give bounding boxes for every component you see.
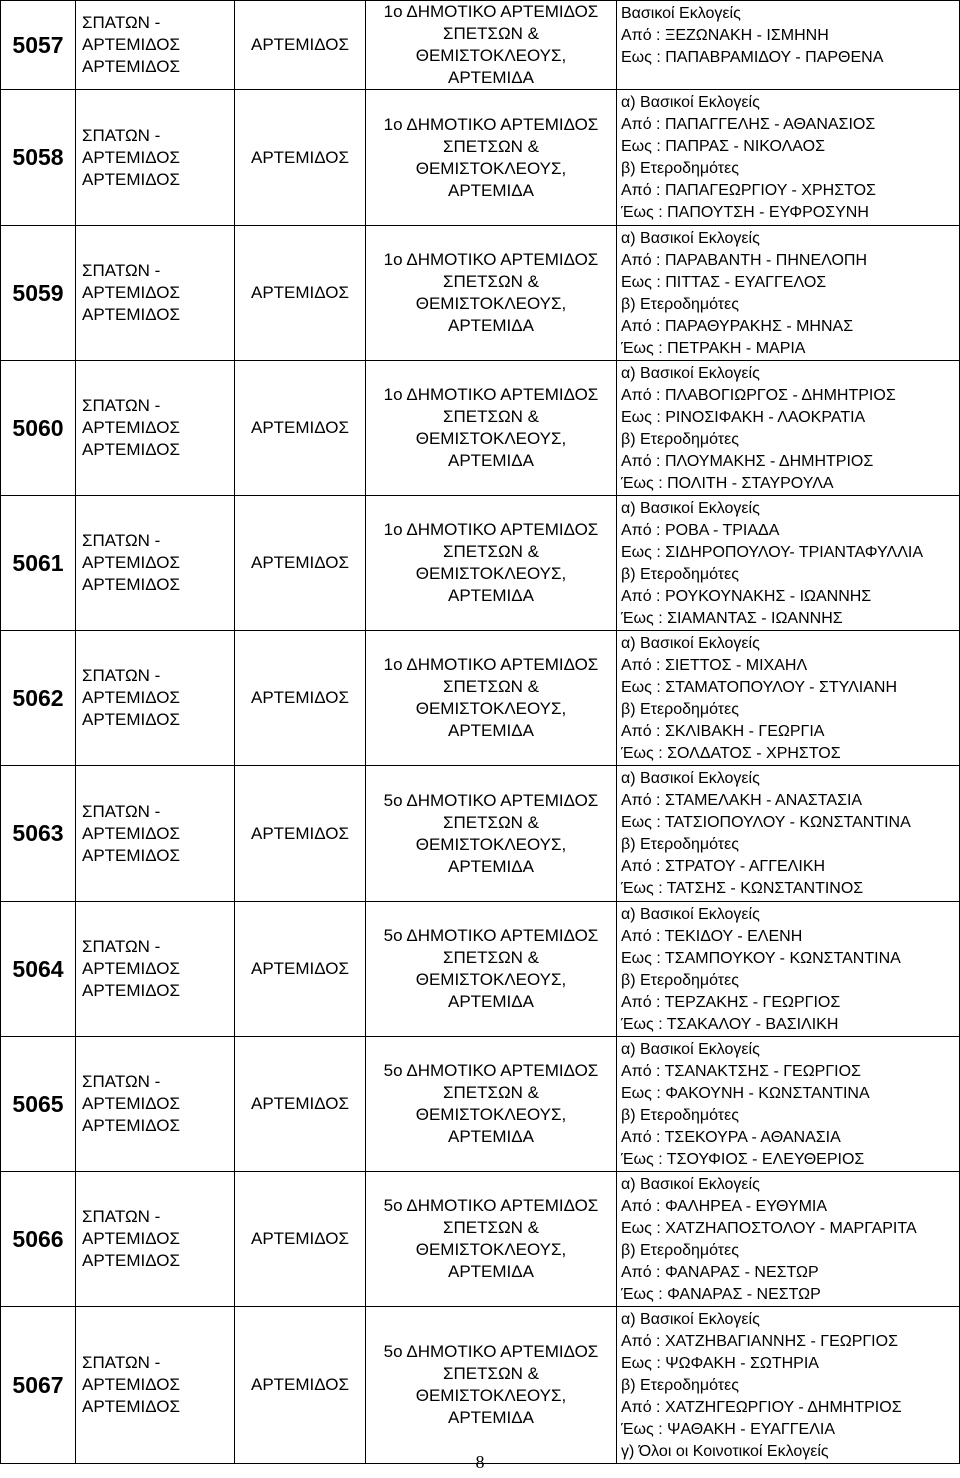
municipality-cell: [76, 1, 235, 90]
voter-range-line: Έως : ΣΙΑΜΑΝΤΑΣ - ΙΩΑΝΝΗΣ: [621, 610, 843, 627]
municipality-cell: [76, 1172, 235, 1307]
voter-range-line: Εως : ΧΑΤΖΗΑΠΟΣΤΟΛΟΥ - ΜΑΡΓΑΡΙΤΑ: [621, 1220, 917, 1237]
voter-range-line: Από : ΤΕΡΖΑΚΗΣ - ΓΕΩΡΓΙΟΣ: [621, 994, 841, 1011]
station-number: 5066: [1, 1172, 76, 1307]
voter-range-cell: [617, 631, 960, 766]
municipality-line: ΑΡΤΕΜΙΔΟΣ: [82, 688, 181, 707]
voter-range-line: Έως : ΠΑΠΟΥΤΣΗ - ΕΥΦΡΟΣΥΝΗ: [621, 204, 869, 221]
voter-range-cell: [617, 90, 960, 226]
school-line: 1ο ΔΗΜΟΤΙΚΟ ΑΡΤΕΜΙΔΟΣ: [383, 2, 599, 21]
municipality-line: ΑΡΤΕΜΙΔΟΣ: [82, 710, 181, 729]
school-line: ΑΡΤΕΜΙΔΑ: [448, 721, 534, 740]
voter-range-line: Έως : ΠΕΤΡΑΚΗ - ΜΑΡΙΑ: [621, 340, 806, 357]
school-line: ΑΡΤΕΜΙΔΑ: [448, 1262, 534, 1281]
voter-range-line: Εως : ΡΙΝΟΣΙΦΑΚΗ - ΛΑΟΚΡΑΤΙΑ: [621, 409, 866, 426]
school-cell: [366, 496, 617, 631]
school-line: ΘΕΜΙΣΤΟΚΛΕΟΥΣ,: [415, 834, 567, 854]
voter-range-line: Έως : ΣΟΛΔΑΤΟΣ - ΧΡΗΣΤΟΣ: [621, 745, 841, 762]
school-line: ΘΕΜΙΣΤΟΚΛΕΟΥΣ,: [415, 46, 567, 65]
school-cell: [366, 631, 617, 766]
table-row: [1, 1172, 960, 1307]
school-line: ΘΕΜΙΣΤΟΚΛΕΟΥΣ,: [415, 429, 567, 448]
table-row: [1, 361, 960, 496]
municipality-line: ΑΡΤΕΜΙΔΟΣ: [82, 575, 181, 594]
municipality-line: ΑΡΤΕΜΙΔΟΣ: [82, 1375, 181, 1394]
school-cell: [366, 1307, 617, 1464]
school-line: 5ο ΔΗΜΟΤΙΚΟ ΑΡΤΕΜΙΔΟΣ: [383, 1196, 599, 1215]
school-line: ΣΠΕΤΣΩΝ &: [442, 542, 540, 561]
voter-range-line: Από : ΡΟΥΚΟΥΝΑΚΗΣ - ΙΩΑΝΝΗΣ: [621, 588, 872, 605]
municipal-unit: ΑΡΤΕΜΙΔΟΣ: [235, 631, 366, 766]
school-cell: [366, 1, 617, 90]
municipality-line: ΑΡΤΕΜΙΔΟΣ: [82, 1229, 181, 1248]
voter-range-cell: [617, 361, 960, 496]
municipality-line: ΑΡΤΕΜΙΔΟΣ: [82, 169, 181, 189]
school-cell: [366, 361, 617, 496]
voter-range-line: Από : ΧΑΤΖΗΓΕΩΡΓΙΟΥ - ΔΗΜΗΤΡΙΟΣ: [621, 1399, 902, 1416]
school-line: 1ο ΔΗΜΟΤΙΚΟ ΑΡΤΕΜΙΔΟΣ: [383, 250, 599, 269]
voter-range-line: β) Ετεροδημότες: [621, 972, 739, 989]
voter-range-line: Από : ΠΑΡΑΘΥΡΑΚΗΣ - ΜΗΝΑΣ: [621, 318, 854, 335]
municipality-line: ΣΠΑΤΩΝ -: [82, 125, 161, 145]
station-number: 5060: [1, 361, 76, 496]
municipality-line: ΑΡΤΕΜΙΔΟΣ: [82, 440, 181, 459]
voter-range-line: Εως : ΤΣΑΜΠΟΥΚΟΥ - ΚΩΝΣΤΑΝΤΙΝΑ: [621, 950, 901, 967]
municipality-line: ΑΡΤΕΜΙΔΟΣ: [82, 57, 181, 76]
school-line: ΘΕΜΙΣΤΟΚΛΕΟΥΣ,: [415, 1240, 567, 1259]
municipality-line: ΑΡΤΕΜΙΔΟΣ: [82, 305, 181, 324]
voter-range-line: α) Βασικοί Εκλογείς: [621, 1041, 760, 1058]
school-line: ΣΠΕΤΣΩΝ &: [442, 677, 540, 696]
voter-range-line: Έως : ΦΑΝΑΡΑΣ - ΝΕΣΤΩΡ: [621, 1286, 821, 1303]
table-row: [1, 902, 960, 1037]
voter-range-cell: [617, 902, 960, 1037]
school-line: ΣΠΕΤΣΩΝ &: [442, 1364, 540, 1383]
municipal-unit: ΑΡΤΕΜΙΔΟΣ: [235, 496, 366, 631]
school-line: ΑΡΤΕΜΙΔΑ: [448, 68, 534, 87]
voter-range-line: Από : ΣΤΡΑΤΟΥ - ΑΓΓΕΛΙΚΗ: [621, 858, 826, 875]
school-line: 1ο ΔΗΜΟΤΙΚΟ ΑΡΤΕΜΙΔΟΣ: [383, 114, 599, 134]
municipality-cell: [76, 1037, 235, 1172]
voter-range-line: Εως : ΨΩΦΑΚΗ - ΣΩΤΗΡΙΑ: [621, 1355, 819, 1372]
voter-range-line: Από : ΣΚΛΙΒΑΚΗ - ΓΕΩΡΓΙΑ: [621, 723, 825, 740]
voter-range-line: Από : ΞΕΖΩΝΑΚΗ - ΙΣΜΗΝΗ: [621, 27, 829, 44]
municipality-line: ΑΡΤΕΜΙΔΟΣ: [82, 981, 181, 1000]
school-line: ΑΡΤΕΜΙΔΑ: [448, 180, 534, 200]
school-line: ΣΠΕΤΣΩΝ &: [442, 1083, 540, 1102]
voter-range-line: β) Ετεροδημότες: [621, 1377, 739, 1394]
voter-range-line: Από : ΧΑΤΖΗΒΑΓΙΑΝΝΗΣ - ΓΕΩΡΓΙΟΣ: [621, 1333, 898, 1350]
station-number: 5061: [1, 496, 76, 631]
table-row: [1, 631, 960, 766]
school-line: ΘΕΜΙΣΤΟΚΛΕΟΥΣ,: [415, 294, 567, 313]
municipality-line: ΑΡΤΕΜΙΔΟΣ: [82, 147, 181, 167]
school-line: ΘΕΜΙΣΤΟΚΛΕΟΥΣ,: [415, 158, 567, 178]
voter-range-line: α) Βασικοί Εκλογείς: [621, 906, 760, 923]
station-number: 5063: [1, 766, 76, 902]
school-line: ΣΠΕΤΣΩΝ &: [442, 272, 540, 291]
voter-range-line: α) Βασικοί Εκλογείς: [621, 230, 760, 247]
voter-range-line: Εως : ΠΑΠΑΒΡΑΜΙΔΟΥ - ΠΑΡΘΕΝΑ: [621, 49, 884, 66]
voter-range-line: Έως : ΤΣΑΚΑΛΟΥ - ΒΑΣΙΛΙΚΗ: [621, 1016, 839, 1033]
voter-range-line: Εως : ΣΙΔΗΡΟΠΟΥΛΟΥ- ΤΡΙΑΝΤΑΦΥΛΛΙΑ: [621, 544, 923, 561]
voter-range-line: Από : ΠΑΠΑΓΕΩΡΓΙΟΥ - ΧΡΗΣΤΟΣ: [621, 182, 876, 199]
municipality-line: ΑΡΤΕΜΙΔΟΣ: [82, 283, 181, 302]
school-line: 5ο ΔΗΜΟΤΙΚΟ ΑΡΤΕΜΙΔΟΣ: [383, 790, 599, 810]
voter-range-line: α) Βασικοί Εκλογείς: [621, 500, 760, 517]
voter-range-line: Έως : ΤΣΟΥΦΙΟΣ - ΕΛΕΥΘΕΡΙΟΣ: [621, 1151, 865, 1168]
voter-range-line: Από : ΦΑΝΑΡΑΣ - ΝΕΣΤΩΡ: [621, 1264, 819, 1281]
voter-range-line: α) Βασικοί Εκλογείς: [621, 1176, 760, 1193]
station-number: 5058: [1, 90, 76, 226]
municipality-line: ΣΠΑΤΩΝ -: [82, 937, 161, 956]
municipality-line: ΑΡΤΕΜΙΔΟΣ: [82, 553, 181, 572]
voter-range-line: α) Βασικοί Εκλογείς: [621, 365, 760, 382]
municipality-line: ΣΠΑΤΩΝ -: [82, 801, 161, 821]
voter-range-line: Από : ΤΕΚΙΔΟΥ - ΕΛΕΝΗ: [621, 928, 803, 945]
voter-range-line: Από : ΠΑΡΑΒΑΝΤΗ - ΠΗΝΕΛΟΠΗ: [621, 252, 868, 269]
municipality-line: ΣΠΑΤΩΝ -: [82, 666, 161, 685]
voter-range-line: Εως : ΤΑΤΣΙΟΠΟΥΛΟΥ - ΚΩΝΣΤΑΝΤΙΝΑ: [621, 814, 911, 831]
station-number: 5057: [1, 1, 76, 90]
school-line: ΣΠΕΤΣΩΝ &: [442, 1218, 540, 1237]
voter-range-cell: [617, 766, 960, 902]
voter-range-line: α) Βασικοί Εκλογείς: [621, 1311, 760, 1328]
voter-range-line: Έως : ΨΑΘΑΚΗ - ΕΥΑΓΓΕΛΙΑ: [621, 1421, 835, 1438]
school-cell: [366, 90, 617, 226]
table-row: [1, 90, 960, 226]
school-line: ΘΕΜΙΣΤΟΚΛΕΟΥΣ,: [415, 699, 567, 718]
school-line: ΣΠΕΤΣΩΝ &: [442, 812, 540, 832]
school-cell: [366, 226, 617, 361]
station-number: 5065: [1, 1037, 76, 1172]
municipality-line: ΣΠΑΤΩΝ -: [82, 1072, 161, 1091]
municipality-cell: [76, 902, 235, 1037]
school-line: 5ο ΔΗΜΟΤΙΚΟ ΑΡΤΕΜΙΔΟΣ: [383, 926, 599, 945]
school-line: ΣΠΕΤΣΩΝ &: [442, 24, 540, 43]
station-number: 5067: [1, 1307, 76, 1464]
table-row: [1, 1307, 960, 1464]
voter-range-line: β) Ετεροδημότες: [621, 431, 739, 448]
school-cell: [366, 766, 617, 902]
voter-range-cell: [617, 226, 960, 361]
school-line: ΑΡΤΕΜΙΔΑ: [448, 992, 534, 1011]
voter-range-line: β) Ετεροδημότες: [621, 701, 739, 718]
school-line: ΘΕΜΙΣΤΟΚΛΕΟΥΣ,: [415, 564, 567, 583]
table-row: [1, 226, 960, 361]
municipal-unit: ΑΡΤΕΜΙΔΟΣ: [235, 361, 366, 496]
school-cell: [366, 1172, 617, 1307]
school-cell: [366, 1037, 617, 1172]
voter-range-line: β) Ετεροδημότες: [621, 1107, 739, 1124]
school-line: ΑΡΤΕΜΙΔΑ: [448, 316, 534, 335]
voter-range-line: β) Ετεροδημότες: [621, 1242, 739, 1259]
municipal-unit: ΑΡΤΕΜΙΔΟΣ: [235, 226, 366, 361]
school-line: 1ο ΔΗΜΟΤΙΚΟ ΑΡΤΕΜΙΔΟΣ: [383, 385, 599, 404]
municipality-cell: [76, 361, 235, 496]
voter-range-line: Από : ΠΛΑΒΟΓΙΩΡΓΟΣ - ΔΗΜΗΤΡΙΟΣ: [621, 387, 896, 404]
voter-range-line: Έως : ΤΑΤΣΗΣ - ΚΩΝΣΤΑΝΤΙΝΟΣ: [621, 880, 864, 897]
municipal-unit: ΑΡΤΕΜΙΔΟΣ: [235, 1037, 366, 1172]
school-line: ΣΠΕΤΣΩΝ &: [442, 136, 540, 156]
station-number: 5062: [1, 631, 76, 766]
school-line: ΘΕΜΙΣΤΟΚΛΕΟΥΣ,: [415, 970, 567, 989]
school-line: ΣΠΕΤΣΩΝ &: [442, 407, 540, 426]
municipal-unit: ΑΡΤΕΜΙΔΟΣ: [235, 1307, 366, 1464]
municipality-line: ΣΠΑΤΩΝ -: [82, 531, 161, 550]
municipality-cell: [76, 226, 235, 361]
voter-range-line: Από : ΤΣΕΚΟΥΡΑ - ΑΘΑΝΑΣΙΑ: [621, 1129, 841, 1146]
municipality-line: ΑΡΤΕΜΙΔΟΣ: [82, 1094, 181, 1113]
voter-range-line: α) Βασικοί Εκλογείς: [621, 94, 760, 111]
municipality-cell: [76, 631, 235, 766]
municipality-line: ΣΠΑΤΩΝ -: [82, 261, 161, 280]
table-row: [1, 1, 960, 90]
voter-range-cell: [617, 1, 960, 90]
municipal-unit: ΑΡΤΕΜΙΔΟΣ: [235, 1, 366, 90]
school-line: ΑΡΤΕΜΙΔΑ: [448, 586, 534, 605]
school-line: ΑΡΤΕΜΙΔΑ: [448, 1408, 534, 1427]
school-line: ΘΕΜΙΣΤΟΚΛΕΟΥΣ,: [415, 1105, 567, 1124]
voter-range-cell: [617, 1307, 960, 1464]
municipality-line: ΣΠΑΤΩΝ -: [82, 1353, 161, 1372]
municipality-line: ΑΡΤΕΜΙΔΟΣ: [82, 845, 181, 865]
voter-range-line: Από : ΣΤΑΜΕΛΑΚΗ - ΑΝΑΣΤΑΣΙΑ: [621, 792, 863, 809]
municipality-line: ΑΡΤΕΜΙΔΟΣ: [82, 1116, 181, 1135]
table-row: [1, 1037, 960, 1172]
municipality-line: ΣΠΑΤΩΝ -: [82, 1207, 161, 1226]
station-number: 5064: [1, 902, 76, 1037]
school-line: 1ο ΔΗΜΟΤΙΚΟ ΑΡΤΕΜΙΔΟΣ: [383, 655, 599, 674]
voter-range-line: β) Ετεροδημότες: [621, 836, 739, 853]
municipality-line: ΑΡΤΕΜΙΔΟΣ: [82, 418, 181, 437]
municipal-unit: ΑΡΤΕΜΙΔΟΣ: [235, 902, 366, 1037]
school-line: ΑΡΤΕΜΙΔΑ: [448, 856, 534, 876]
municipality-line: ΣΠΑΤΩΝ -: [82, 396, 161, 415]
voter-range-line: Από : ΦΑΛΗΡΕΑ - ΕΥΘΥΜΙΑ: [621, 1198, 828, 1215]
voter-range-line: Από : ΠΑΠΑΓΓΕΛΗΣ - ΑΘΑΝΑΣΙΟΣ: [621, 116, 876, 133]
school-line: ΘΕΜΙΣΤΟΚΛΕΟΥΣ,: [415, 1386, 567, 1405]
voter-range-cell: [617, 496, 960, 631]
municipality-line: ΑΡΤΕΜΙΔΟΣ: [82, 35, 181, 54]
voter-range-line: Έως : ΠΟΛΙΤΗ - ΣΤΑΥΡΟΥΛΑ: [621, 475, 834, 492]
voter-range-line: α) Βασικοί Εκλογείς: [621, 635, 760, 652]
municipality-cell: [76, 766, 235, 902]
municipality-line: ΑΡΤΕΜΙΔΟΣ: [82, 959, 181, 978]
voter-range-line: Από : ΡΟΒΑ - ΤΡΙΑΔΑ: [621, 522, 780, 539]
school-line: ΑΡΤΕΜΙΔΑ: [448, 451, 534, 470]
municipal-unit: ΑΡΤΕΜΙΔΟΣ: [235, 1172, 366, 1307]
voter-range-line: Εως : ΦΑΚΟΥΝΗ - ΚΩΝΣΤΑΝΤΙΝΑ: [621, 1085, 870, 1102]
voter-range-line: β) Ετεροδημότες: [621, 160, 739, 177]
table-row: [1, 496, 960, 631]
station-number: 5059: [1, 226, 76, 361]
page-number: 8: [475, 1452, 485, 1472]
municipality-cell: [76, 90, 235, 226]
table-row: [1, 766, 960, 902]
voter-range-line: Από : ΣΙΕΤΤΟΣ - ΜΙΧΑΗΛ: [621, 657, 808, 674]
school-line: ΣΠΕΤΣΩΝ &: [442, 948, 540, 967]
municipal-unit: ΑΡΤΕΜΙΔΟΣ: [235, 766, 366, 902]
school-line: 5ο ΔΗΜΟΤΙΚΟ ΑΡΤΕΜΙΔΟΣ: [383, 1061, 599, 1080]
voter-range-line: β) Ετεροδημότες: [621, 566, 739, 583]
school-line: 1ο ΔΗΜΟΤΙΚΟ ΑΡΤΕΜΙΔΟΣ: [383, 520, 599, 539]
municipal-unit: ΑΡΤΕΜΙΔΟΣ: [235, 90, 366, 226]
municipality-cell: [76, 1307, 235, 1464]
voter-range-line: β) Ετεροδημότες: [621, 296, 739, 313]
voter-range-line: Από : ΤΣΑΝΑΚΤΣΗΣ - ΓΕΩΡΓΙΟΣ: [621, 1063, 861, 1080]
polling-stations-table-body: [1, 1, 960, 1464]
school-line: 5ο ΔΗΜΟΤΙΚΟ ΑΡΤΕΜΙΔΟΣ: [383, 1342, 599, 1361]
voter-range-line: Εως : ΠΙΤΤΑΣ - ΕΥΑΓΓΕΛΟΣ: [621, 274, 827, 291]
voter-range-cell: [617, 1172, 960, 1307]
municipality-line: ΑΡΤΕΜΙΔΟΣ: [82, 823, 181, 843]
voter-range-line: Εως : ΣΤΑΜΑΤΟΠΟΥΛΟΥ - ΣΤΥΛΙΑΝΗ: [621, 679, 898, 696]
school-line: ΑΡΤΕΜΙΔΑ: [448, 1127, 534, 1146]
municipality-cell: [76, 496, 235, 631]
voter-range-line: Από : ΠΛΟΥΜΑΚΗΣ - ΔΗΜΗΤΡΙΟΣ: [621, 453, 874, 470]
municipality-line: ΑΡΤΕΜΙΔΟΣ: [82, 1251, 181, 1270]
municipality-line: ΑΡΤΕΜΙΔΟΣ: [82, 1397, 181, 1416]
voter-range-line: γ) Όλοι οι Κοινοτικοί Εκλογείς: [621, 1443, 829, 1460]
municipality-line: ΣΠΑΤΩΝ -: [82, 13, 161, 32]
school-cell: [366, 902, 617, 1037]
voter-range-line: Βασικοί Εκλογείς: [621, 5, 741, 22]
voter-range-cell: [617, 1037, 960, 1172]
voter-range-line: α) Βασικοί Εκλογείς: [621, 770, 760, 787]
voter-range-line: Εως : ΠΑΠΡΑΣ - ΝΙΚΟΛΑΟΣ: [621, 138, 825, 155]
